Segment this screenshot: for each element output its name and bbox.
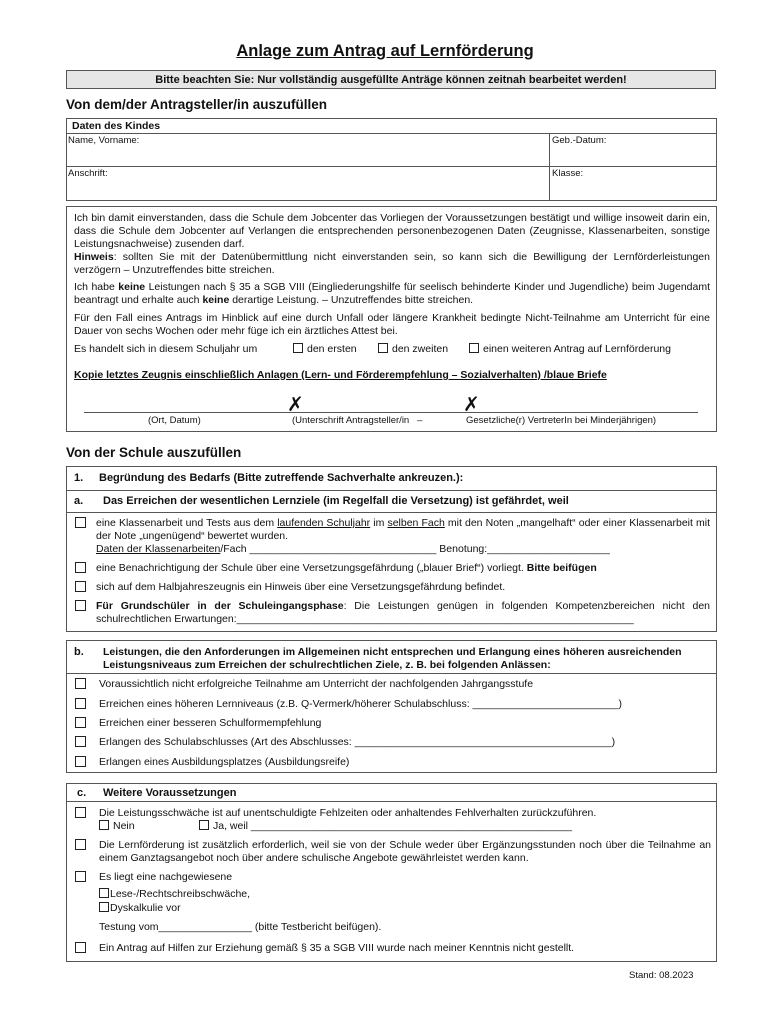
signature-line[interactable] — [84, 412, 698, 413]
item-b3: Erreichen einer besseren Schulformempfehlung — [99, 717, 322, 729]
class-field[interactable] — [551, 181, 715, 199]
option-second[interactable]: den zweiten — [378, 343, 448, 355]
consent-text: Ich bin damit einverstanden, dass die Schule dem Jobcenter das Vorliegen der Voraussetzungen bestätigt und willige insoweit darin ein, dass die Schule dem Jobcenter auf Verlangen die entsprechenden personenbezogenen Daten (Zeugnisse, Klassenarbeiten, sonstige Leistungsnachweise) zusenden darf. Hinweis: sollten Sie mit der Datenübermittlung nicht einverstanden sein, so kann sich die Bewilligung der Lernförderleistungen verzögern – Unzutreffendes bitte streichen. — [74, 212, 710, 276]
signature-mark-icon: ✗ — [287, 392, 304, 416]
checkbox[interactable] — [378, 343, 388, 353]
illness-note: Für den Fall eines Antrags im Hinblick auf eine durch Unfall oder längere Krankheit bedingte Nicht-Teilnahme am Unterricht für eine Dauer von sechs Wochen oder mehr füge ich ein ärztliches Attest bei. — [74, 312, 710, 337]
footer-date: Stand: 08.2023 — [629, 970, 694, 981]
page-title: Anlage zum Antrag auf Lernförderung — [236, 42, 534, 60]
name-label: Name, Vorname: — [68, 135, 140, 146]
option-c3-dyscalculia[interactable]: Dyskalkulie vor — [99, 902, 181, 914]
signature-mark-icon: ✗ — [463, 392, 480, 416]
guardian-signature-label: Gesetzliche(r) VertreterIn bei Minderjährigen) — [466, 415, 657, 426]
option-further[interactable]: einen weiteren Antrag auf Lernförderung — [469, 343, 671, 355]
applicant-heading: Von dem/der Antragsteller/in auszufüllen — [66, 97, 328, 112]
checkbox-b1[interactable] — [75, 678, 86, 689]
item-b1: Voraussichtlich nicht erfolgreiche Teilnahme am Unterricht der nachfolgenden Jahrgangsstufe — [99, 678, 534, 690]
birth-date-field[interactable] — [551, 148, 715, 164]
checkbox[interactable] — [469, 343, 479, 353]
item-a2: eine Benachrichtigung der Schule über eine Versetzungsgefährdung („blauer Brief“) vorliegt. Bitte beifügen — [96, 562, 597, 574]
item-a3: sich auf dem Halbjahreszeugnis ein Hinweis über eine Versetzungsgefährdung befindet. — [96, 581, 506, 593]
checkbox-a2[interactable] — [75, 562, 86, 573]
checkbox-b3[interactable] — [75, 717, 86, 728]
option-c1-yes[interactable]: Ja, weil _______________________________________________________ — [199, 820, 572, 832]
checkbox[interactable] — [293, 343, 303, 353]
notice-banner: Bitte beachten Sie: Nur vollständig ausgefüllte Anträge können zeitnah bearbeitet werden! — [66, 70, 716, 89]
option-first[interactable]: den ersten — [293, 343, 357, 355]
item-c4: Ein Antrag auf Hilfen zur Erziehung gemäß § 35 a SGB VIII wurde nach meiner Kenntnis nicht gestellt. — [99, 942, 575, 954]
option-c1-no[interactable]: Nein — [99, 820, 135, 832]
applicant-signature-label: (Unterschrift Antragsteller/in – — [292, 415, 423, 426]
address-field[interactable] — [67, 181, 547, 199]
item-a4: Für Grundschüler in der Schuleingangsphase: Die Leistungen genügen in folgenden Kompetenzbereichen nicht den schulrechtlichen Erwartungen:____________________________________________________________________ — [96, 600, 711, 625]
birth-date-label: Geb.-Datum: — [552, 135, 607, 146]
testing-date: Testung vom________________ (bitte Testbericht beifügen). — [99, 921, 382, 933]
section-a-number: a. — [74, 495, 84, 507]
section-c-number: c. — [77, 787, 87, 799]
checkbox-a3[interactable] — [75, 581, 86, 592]
checkbox[interactable] — [199, 820, 209, 830]
copy-note: Kopie letztes Zeugnis einschließlich Anlagen (Lern- und Förderempfehlung – Sozialverhalten) /blaue Briefe — [74, 369, 607, 381]
child-data-heading: Daten des Kindes — [72, 120, 161, 132]
section-a-title: Das Erreichen der wesentlichen Lernziele (im Regelfall die Versetzung) ist gefährdet, weil — [103, 495, 569, 507]
checkbox-b2[interactable] — [75, 698, 86, 709]
item-b2: Erreichen eines höheren Lernniveaus (z.B. Q-Vermerk/höherer Schulabschluss: _________________________) — [99, 698, 623, 710]
name-field[interactable] — [67, 148, 547, 164]
checkbox[interactable] — [99, 820, 109, 830]
sgb-declaration: Ich habe keine Leistungen nach § 35 a SGB VIII (Eingliederungshilfe für seelisch behinderte Kinder und Jugendliche) beim Jugendamt beantragt und erhalte auch keine derartige Leistung. – Unzutreffendes bitte streichen. — [74, 281, 711, 306]
checkbox-b5[interactable] — [75, 756, 86, 767]
checkbox-c2[interactable] — [75, 839, 86, 850]
school-year-question: Es handelt sich in diesem Schuljahr um — [74, 343, 258, 355]
class-label: Klasse: — [552, 168, 584, 179]
checkbox-a1[interactable] — [75, 517, 86, 528]
item-b5: Erlangen eines Ausbildungsplatzes (Ausbildungsreife) — [99, 756, 350, 768]
item-c2: Die Lernförderung ist zusätzlich erforderlich, weil sie von der Schule weder über Ergänzungsstunden noch über die Teilnahme an einem Ganztagsangebot noch über andere schulische Angebote gewährleistet werden kann. — [99, 839, 711, 864]
checkbox-b4[interactable] — [75, 736, 86, 747]
item-a1: eine Klassenarbeit und Tests aus dem laufenden Schuljahr im selben Fach mit den Noten „mangelhaft“ oder einer Klassenarbeit mit der Note „ungenügend“ bewertet wurden. Daten der Klassenarbeiten/Fach ________________________________ Benotung:_____________________ — [96, 517, 710, 555]
checkbox[interactable] — [99, 902, 109, 912]
checkbox-c1[interactable] — [75, 807, 86, 818]
option-c3-lrs[interactable]: Lese-/Rechtschreibschwäche, — [99, 888, 250, 900]
checkbox-c4[interactable] — [75, 942, 86, 953]
checkbox-c3[interactable] — [75, 871, 86, 882]
checkbox-a4[interactable] — [75, 600, 86, 611]
section-1-number: 1. — [74, 472, 84, 484]
address-label: Anschrift: — [68, 168, 108, 179]
place-date-label: (Ort, Datum) — [148, 415, 201, 426]
school-heading: Von der Schule auszufüllen — [66, 445, 242, 460]
section-c-title: Weitere Voraussetzungen — [103, 787, 237, 799]
section-1-title: Begründung des Bedarfs (Bitte zutreffende Sachverhalte ankreuzen.): — [99, 472, 464, 484]
item-c1: Die Leistungsschwäche ist auf unentschuldigte Fehlzeiten oder anhaltendes Fehlverhalten zurückzuführen. — [99, 807, 597, 819]
checkbox[interactable] — [99, 888, 109, 898]
section-b-title: Leistungen, die den Anforderungen im Allgemeinen nicht entsprechen und Erlangung eines höheren ausreichenden Leistungsniveaus zum Erreichen der schulrechtlichen Ziele, z. B. bei folgenden Anlässen: — [103, 646, 682, 671]
section-b-number: b. — [74, 646, 84, 658]
item-b4: Erlangen des Schulabschlusses (Art des Abschlusses: ____________________________________________) — [99, 736, 616, 748]
item-c3: Es liegt eine nachgewiesene — [99, 871, 233, 883]
